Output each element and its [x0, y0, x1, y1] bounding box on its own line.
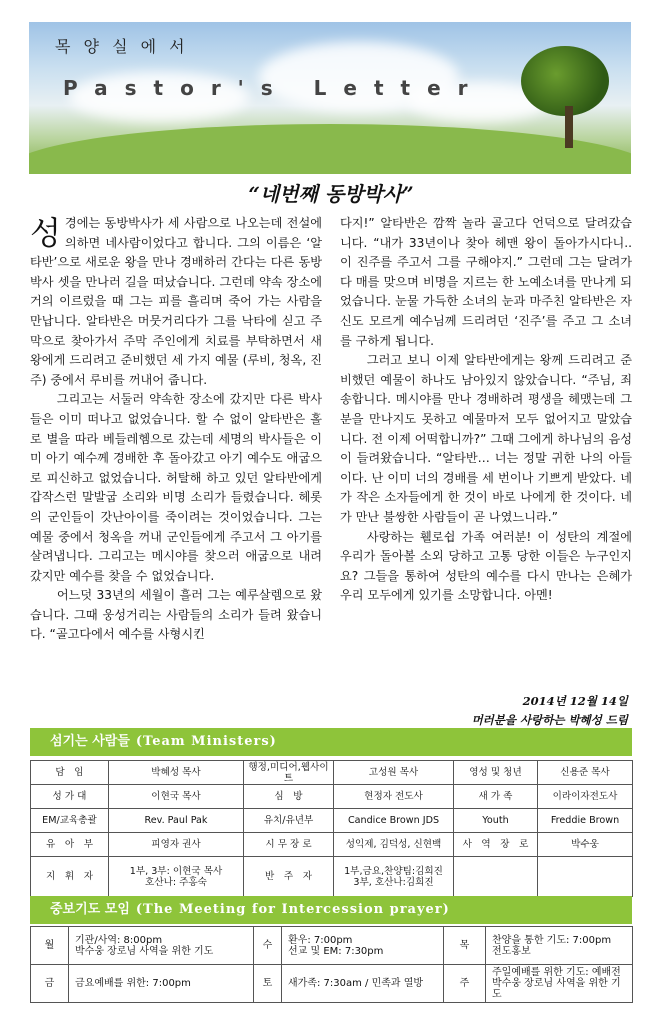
team-person: Freddie Brown: [538, 809, 633, 833]
drop-cap: 성: [30, 214, 61, 252]
team-role: 영성 및 청년: [454, 761, 538, 785]
team-person: 박수웅: [538, 833, 633, 857]
team-role: 시 무 장 로: [244, 833, 334, 857]
table-row: [31, 833, 633, 857]
letter-paragraph: 다지!” 알타반은 깜짝 놀라 골고다 언덕으로 달려갔습니다. “내가 33년이나 찾아 헤맨 왕이 돌아가시다니.. 이 진주를 주고서 그를 구해야지.” 그런데 그는 달려가다 매를 맞으며 비명을 지르는 한 노예소녀를 만나게 되었습니다. 눈물 가득한 소녀의 눈과 마주친 알타반은 자신도 모르게 예수님께 드리려던 ‘진주’를 주고 그 소녀를 구하게 됩니다.: [340, 216, 632, 348]
table-row: [31, 965, 633, 1003]
team-role: 반 주 자: [244, 857, 334, 897]
team-person: 1부, 3부: 이현국 목사 호산나: 주홍숙: [109, 857, 244, 897]
team-title-english: (Team Ministers): [135, 734, 277, 749]
team-role: 사 역 장 로: [454, 833, 538, 857]
prayer-detail: 찬양을 통한 기도: 7:00pm 전도홍보: [486, 927, 633, 965]
prayer-table: [30, 926, 633, 1003]
team-role: 행정,미디어,웹사이트: [244, 761, 334, 785]
prayer-title-english: (The Meeting for Intercession prayer): [135, 902, 450, 917]
prayer-day: 월: [31, 927, 69, 965]
team-role: 유치/유년부: [244, 809, 334, 833]
team-role: 담 임: [31, 761, 109, 785]
team-role: Youth: [454, 809, 538, 833]
signature-sender: 머러분을 사랑하는 박혜성 드림: [471, 713, 628, 727]
team-person: 성익제, 김덕성, 신현백: [334, 833, 454, 857]
prayer-title-korean: 중보기도 모임: [50, 902, 130, 917]
table-row: [31, 809, 633, 833]
team-empty-cell: [538, 857, 633, 897]
prayer-day: 수: [254, 927, 282, 965]
table-row: [31, 761, 633, 785]
meadow-graphic: [29, 124, 631, 174]
letter-paragraph: 성경에는 동방박사가 세 사람으로 나오는데 전설에 의하면 네사람이었다고 합니다. 그의 이름은 ‘알타반’으로 새로운 왕을 만나 경배하러 간다는 다른 동방박사 셋을 만나러 길을 떠났습니다. 그런데 약속 장소에 거의 이르렀을 때 그는 피를 흘리며 죽어 가는 사람을 만납니다. 알타반은 머뭇거리다가 그를 낙타에 싣고 주막으로 찾아가서 주막 주인에게 치료를 부탁하면서 새 왕에게 드리려고 준비했던 세 가지 예물 (루비, 청옥, 진주) 중에서 루비를 꺼내어 줍니다.: [30, 214, 322, 387]
letter-title: “네번째 동방박사”: [248, 182, 414, 206]
header-banner: [29, 22, 631, 174]
team-empty-cell: [454, 857, 538, 897]
letter-paragraph: 사랑하는 휄로쉽 가족 여러분! 이 성탄의 계절에 우리가 돌아볼 소외 당하고 고통 당한 이들은 누구인지요? 그들을 통하여 성탄의 예수를 다시 만나는 은혜가 우리 모두에게 있기를 소망합니다. 아멘!: [340, 529, 632, 603]
team-person: 1부,금요,찬양팀:김희진 3부, 호산나:김희진: [334, 857, 454, 897]
team-role: 새 가 족: [454, 785, 538, 809]
team-person: 이현국 목사: [109, 785, 244, 809]
team-role: 심 방: [244, 785, 334, 809]
team-person: 피영자 권사: [109, 833, 244, 857]
team-role: 지 휘 자: [31, 857, 109, 897]
team-person: 이라이자전도사: [538, 785, 633, 809]
team-role: 성 가 대: [31, 785, 109, 809]
table-row: [31, 927, 633, 965]
prayer-day: 토: [254, 965, 282, 1003]
table-row: [31, 785, 633, 809]
table-row: [31, 857, 633, 897]
team-person: Rev. Paul Pak: [109, 809, 244, 833]
tree-trunk-graphic: [565, 106, 573, 148]
prayer-detail: 새가족: 7:30am / 민족과 열방: [282, 965, 444, 1003]
signature-date: 2014년 12월 14일: [522, 694, 628, 708]
letter-column-left: [30, 214, 322, 645]
team-person: 박혜성 목사: [109, 761, 244, 785]
prayer-section-header: [30, 896, 632, 924]
letter-paragraph: 그러고 보니 이제 알타반에게는 왕께 드리려고 준비했던 예물이 하나도 남아있지 않았습니다. “주님, 죄송합니다. 메시야를 만나 경배하려 평생을 헤맸는데 그분을 만나지도 못하고 예물마저 모두 없어지고 말았습니다. 전 이제 어떡합니까?” 그때 그에게 하나님의 음성이 들려왔습니다. “알타반… 너는 정말 귀한 나의 아들이다. 난 이미 너의 경배를 세 번이나 기쁘게 받았다. 네가 작은 소자들에게 한 것이 바로 나에게 한 것이다. 네가 만난 불쌍한 사람들이 곧 나였느니라.”: [340, 353, 632, 524]
banner-title-english: Pastor's Letter: [63, 76, 485, 100]
letter-paragraph: 어느덧 33년의 세월이 흘러 그는 예루살렘으로 왔습니다. 그때 웅성거리는 사람들의 소리가 들려 왔습니다. “골고다에서 예수를 사형시킨: [30, 588, 322, 642]
letter-paragraph: 그리고는 서둘러 약속한 장소에 갔지만 다른 박사들은 이미 떠나고 없었습니다. 할 수 없이 알타반은 홀로 별을 따라 베들레헴으로 갔는데 세명의 박사들은 이미 아기 예수께 경배한 후 돌아갔고 아기 예수도 애굽으로 피신하고 없었습니다. 허탈해 하고 있던 알타반에게 갑작스런 말발굽 소리와 비명 소리가 들렸습니다. 헤롯의 군인들이 갓난아이를 죽이려는 것이었습니다. 그는 예물 중에서 청옥을 꺼내 군인들에게 주고서 그 아기를 살려냅니다. 그리고는 메시야를 찾으러 애굽으로 내려갔지만 예수를 찾을 수 없었습니다.: [30, 392, 322, 583]
team-person: 현정자 전도사: [334, 785, 454, 809]
team-title-korean: 섬기는 사람들: [50, 734, 130, 749]
team-person: Candice Brown JDS: [334, 809, 454, 833]
team-section-header: [30, 728, 632, 756]
prayer-day: 주: [444, 965, 486, 1003]
team-role: EM/교육총괄: [31, 809, 109, 833]
team-person: 고성원 목사: [334, 761, 454, 785]
prayer-detail: 금요예배를 위한: 7:00pm: [69, 965, 254, 1003]
prayer-detail: 주일예배를 위한 기도: 예배전 박수웅 장로님 사역을 위한 기도: [486, 965, 633, 1003]
team-role: 유 아 부: [31, 833, 109, 857]
letter-column-right: [340, 214, 632, 606]
team-table: [30, 760, 633, 897]
team-person: 신용준 목사: [538, 761, 633, 785]
prayer-day: 목: [444, 927, 486, 965]
prayer-day: 금: [31, 965, 69, 1003]
prayer-detail: 환우: 7:00pm 선교 및 EM: 7:30pm: [282, 927, 444, 965]
prayer-detail: 기관/사역: 8:00pm 박수웅 장로님 사역을 위한 기도: [69, 927, 254, 965]
banner-title-korean: 목 양 실 에 서: [55, 37, 189, 56]
